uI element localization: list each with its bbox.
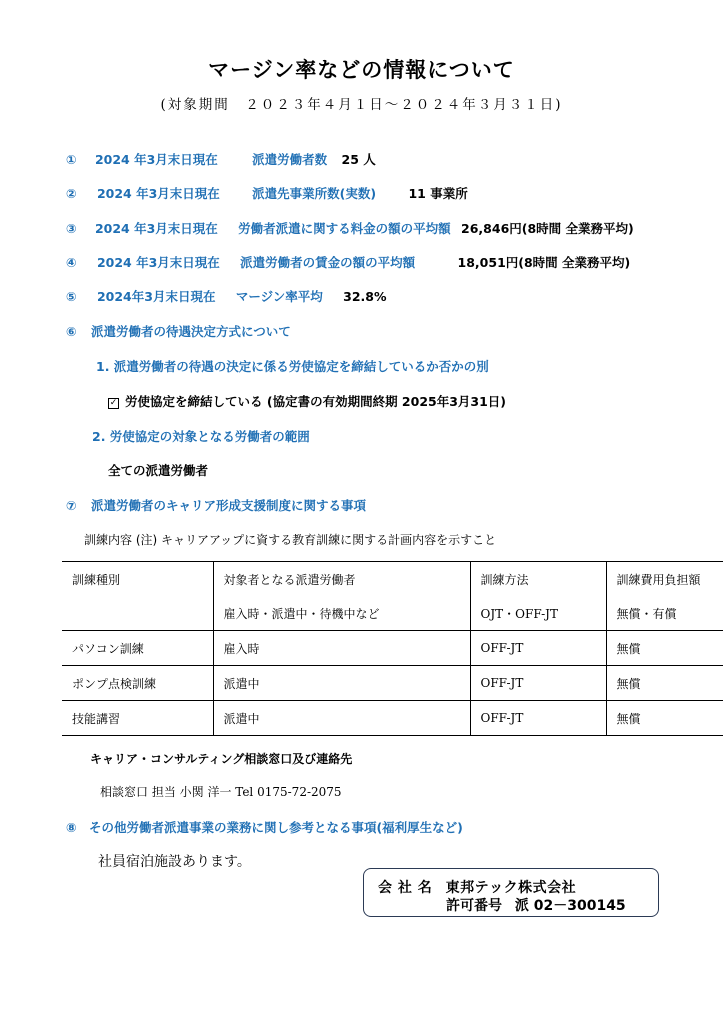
table-header-row xyxy=(62,596,723,631)
item-6-number: ⑥ xyxy=(66,324,77,339)
section6-sub1: 1. 派遣労働者の待遇の決定に係る労使協定を締結しているか否かの別 xyxy=(96,359,489,374)
item-4-number: ④ xyxy=(66,255,77,270)
training-note: 訓練内容 (注) キャリアアップに資する教育訓練に関する計画内容を示すこと xyxy=(84,533,497,547)
table-row xyxy=(62,666,723,701)
item-5-label: マージン率平均 xyxy=(235,289,323,304)
page-title: マージン率などの情報について xyxy=(208,58,515,82)
agreement-status-text: 労使協定を締結している (協定書の有効期間終期 2025年3月31日) xyxy=(125,394,507,409)
section6-sub2: 2. 労使協定の対象となる労働者の範囲 xyxy=(92,429,310,444)
table-cell: OFF-JT xyxy=(470,666,606,701)
table-header-cell xyxy=(62,596,213,631)
table-header-cell: 雇入時・派遣中・待機中など xyxy=(213,596,470,631)
item-3-number: ③ xyxy=(66,221,77,236)
permit-line xyxy=(446,895,626,915)
item-1-number: ① xyxy=(66,152,77,167)
item-1 xyxy=(66,150,376,168)
item-3-value: 26,846円(8時間 全業務平均) xyxy=(461,221,634,236)
item-1-label: 派遣労働者数 xyxy=(252,152,328,167)
consult-heading: キャリア・コンサルティング相談窓口及び連絡先 xyxy=(90,752,353,766)
table-cell: 派遣中 xyxy=(213,701,470,736)
item-8-label: その他労働者派遣事業の業務に関し参考となる事項(福利厚生など) xyxy=(88,820,463,835)
item-5-date: 2024年3月末日現在 xyxy=(96,289,216,304)
table-header-row xyxy=(62,562,723,597)
item-3 xyxy=(66,219,634,237)
worker-scope: 全ての派遣労働者 xyxy=(108,463,209,478)
item-7-label: 派遣労働者のキャリア形成支援制度に関する事項 xyxy=(90,498,366,513)
item-2-value: 11 事業所 xyxy=(408,186,468,201)
item-2-date: 2024 年3月末日現在 xyxy=(96,186,220,201)
consult-detail: 相談窓口 担当 小関 洋一 Tel 0175-72-2075 xyxy=(100,785,342,799)
table-cell: OFF-JT xyxy=(470,631,606,666)
item-7-number: ⑦ xyxy=(66,498,77,513)
item-4-label: 派遣労働者の賃金の額の平均額 xyxy=(240,255,416,270)
item-6-label: 派遣労働者の待遇決定方式について xyxy=(90,324,291,339)
table-cell: 雇入時 xyxy=(213,631,470,666)
company-box xyxy=(363,868,659,917)
item-4-date: 2024 年3月末日現在 xyxy=(96,255,220,270)
item-4-value: 18,051円(8時間 全業務平均) xyxy=(457,255,631,270)
company-name-line xyxy=(378,877,576,897)
permit-label: 許可番号 xyxy=(446,898,502,914)
item-3-date: 2024 年3月末日現在 xyxy=(94,221,218,236)
item-7 xyxy=(66,496,366,514)
permit-number: 派 02－300145 xyxy=(514,898,626,914)
target-period: (対象期間 ２０２３年４月１日～２０２４年３月３１日) xyxy=(160,97,563,113)
item-8 xyxy=(66,818,463,836)
table-cell: 技能講習 xyxy=(62,701,213,736)
table-cell: 派遣中 xyxy=(213,666,470,701)
item-4 xyxy=(66,253,630,271)
table-header-cell: 訓練方法 xyxy=(470,562,606,597)
table-cell: 無償 xyxy=(606,666,723,701)
checkbox-checked-icon: ✓ xyxy=(109,398,118,408)
table-header-cell: 対象者となる派遣労働者 xyxy=(213,562,470,597)
item-8-number: ⑧ xyxy=(66,820,77,835)
item-6 xyxy=(66,322,291,340)
item-2-number: ② xyxy=(66,186,77,201)
agreement-status xyxy=(108,392,506,410)
item-1-date: 2024 年3月末日現在 xyxy=(94,152,218,167)
item-1-value: 25 人 xyxy=(341,152,376,167)
table-header-cell: 訓練種別 xyxy=(62,562,213,597)
table-header-cell: 無償・有償 xyxy=(606,596,723,631)
benefits-text: 社員宿泊施設あります。 xyxy=(98,854,251,870)
item-5-value: 32.8% xyxy=(343,289,387,304)
training-table xyxy=(62,561,723,736)
company-name: 東邦テック株式会社 xyxy=(445,880,577,896)
table-cell: OFF-JT xyxy=(470,701,606,736)
item-5 xyxy=(66,287,387,305)
company-name-label: 会 社 名 xyxy=(378,880,433,896)
item-2-label: 派遣先事業所数(実数) xyxy=(252,186,377,201)
table-cell: 無償 xyxy=(606,701,723,736)
table-cell: パソコン訓練 xyxy=(62,631,213,666)
item-3-label: 労働者派遣に関する料金の額の平均額 xyxy=(238,221,451,236)
item-5-number: ⑤ xyxy=(66,289,77,304)
table-cell: ポンプ点検訓練 xyxy=(62,666,213,701)
table-cell: 無償 xyxy=(606,631,723,666)
table-header-cell: OJT・OFF-JT xyxy=(470,596,606,631)
table-row xyxy=(62,701,723,736)
table-header-cell: 訓練費用負担額 xyxy=(606,562,723,597)
table-row xyxy=(62,631,723,666)
item-2 xyxy=(66,184,468,202)
